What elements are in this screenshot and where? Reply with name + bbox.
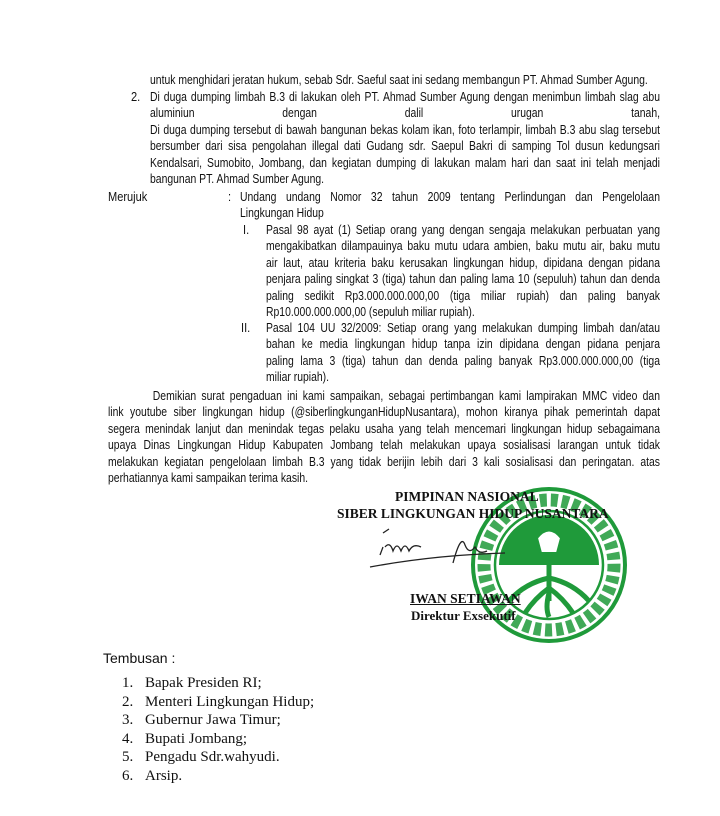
- tembusan-item-number: 3.: [122, 712, 134, 729]
- item-2-number: 2.: [131, 89, 141, 104]
- tembusan-item-number: 5.: [122, 749, 134, 766]
- text-line: untuk menghidari jeratan hukum, sebab Sdr. Saeful saat ini sedang membangun PT. Ahmad Sumber Agung.: [150, 72, 648, 87]
- text-line: aluminiun dengan dalil urugan tanah,: [150, 105, 660, 121]
- text-line: mengakibatkan dilampauinya baku mutu udara ambien, baku mutu air, baku mutu: [266, 238, 660, 254]
- tembusan-item: Gubernur Jawa Timur;: [145, 712, 281, 729]
- text-line: bahan ke media lingkungan hidup tanpa izin dipidana dengan pidana penjara: [266, 336, 660, 352]
- text-line: Undang undang Nomor 32 tahun 2009 tentang Perlindungan dan Pengelolaan: [240, 189, 660, 204]
- text-line: perhatiannya kami sampaikan terima kasih.: [108, 470, 309, 485]
- text-line: paling lama 3 (tiga) tahun dan denda paling banyak Rp3.000.000.000,00 (tiga: [266, 352, 660, 368]
- tembusan-item: Arsip.: [145, 768, 183, 784]
- text-line: bersumber dari sisa pengolahan illegal dati Gudang sdr. Saepul Bakri di samping Tol dusun kedungsari: [150, 138, 660, 154]
- tembusan-item: Pengadu Sdr.wahyudi.: [145, 749, 280, 766]
- text-line: Pasal 104 UU 32/2009: Setiap orang yang melakukan dumping limbah dan/atau: [266, 320, 660, 335]
- text-line: link youtube siber lingkungan hidup (@siberlingkunganHidupNusantara), mohon kiranya pihak pemerintah dapat: [108, 404, 660, 420]
- merujuk-label: Merujuk: [108, 189, 148, 204]
- tembusan-item-number: 2.: [122, 693, 134, 710]
- tembusan-heading: Tembusan :: [103, 650, 176, 666]
- handwritten-signature: [365, 525, 515, 575]
- text-line: melakukan kegiatan pengelolaan limbah B.3 yang tidak berijin lebih dari 3 kali sosialisasi dan peringatan. atas: [108, 453, 660, 469]
- tembusan-item-number: 1.: [122, 675, 134, 691]
- text-line: upaya Dinas Lingkungan Hidup Kabupaten Jombang telah melakukan upaya sosialisasi larangan untuk tidak: [108, 437, 660, 453]
- text-line: Di duga dumping limbah B.3 di lakukan oleh PT. Ahmad Sumber Agung dengan menimbun limbah slag abu: [150, 89, 660, 104]
- text-line: bangunan PT. Ahmad Sumber Agung.: [150, 171, 325, 186]
- text-line: Di duga dumping tersebut di bawah bangunan bekas kolam ikan, foto terlampir, limbah B.3 abu slag tersebut: [150, 121, 660, 137]
- text-line: Rp10.000.000.000,00 (sepuluh miliar rupiah).: [266, 304, 475, 319]
- tembusan-item: Menteri Lingkungan Hidup;: [145, 693, 315, 710]
- text-line: Demikian surat pengaduan ini kami sampaikan, sebagai pertimbangan kami lampirakan MMC video dan: [152, 388, 661, 403]
- signatory-org-line-2: SIBER LINGKUNGAN HIDUP NUSANTARA: [337, 506, 609, 521]
- pasal-98-numeral: I.: [243, 222, 250, 237]
- text-line: penjara paling singkat 3 (tiga) tahun dan paling lama 10 (sepuluh) tahun dan denda: [266, 271, 660, 287]
- text-line: air laut, atau kriteria baku kerusakan lingkungan hidup, dipidana dengan pidana: [266, 254, 660, 270]
- merujuk-colon: :: [228, 189, 232, 204]
- text-line: Lingkungan Hidup: [240, 205, 324, 221]
- text-line: segera menindak lanjut dan menindak tegas pelaku usaha yang telah mencemari lingkungan hidup sebagaimana: [108, 420, 660, 436]
- text-line: miliar rupiah).: [266, 369, 329, 385]
- tembusan-item-number: 6.: [122, 768, 134, 784]
- pasal-104-numeral: II.: [241, 320, 251, 335]
- text-line: Kendalsari, Sumobito, Jombang, dan kegiatan dumping di lakukan malam hari dan saat ini telah menjadi: [150, 154, 660, 170]
- tembusan-item: Bupati Jombang;: [145, 730, 248, 747]
- text-line: paling sedikit Rp3.000.000.000,00 (tiga miliar rupiah) dan paling banyak: [266, 287, 660, 303]
- signatory-title: Direktur Exsekutif: [411, 608, 516, 623]
- text-line: Pasal 98 ayat (1) Setiap orang yang dengan sengaja melakukan perbuatan yang: [266, 222, 660, 237]
- tembusan-item-number: 4.: [122, 730, 134, 747]
- signatory-org-line-1: PIMPINAN NASIONAL: [395, 489, 539, 504]
- signatory-name: IWAN SETIAWAN: [410, 591, 521, 606]
- tembusan-item: Bapak Presiden RI;: [145, 675, 262, 691]
